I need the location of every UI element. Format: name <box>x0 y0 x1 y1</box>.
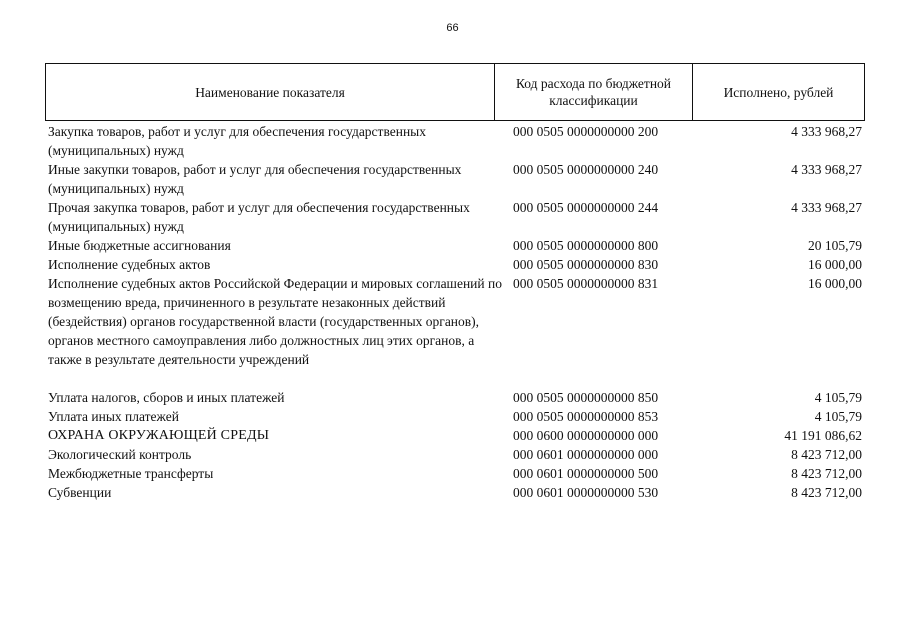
table-row <box>45 255 865 274</box>
row-code: 000 0505 0000000000 800 <box>513 238 659 253</box>
row-name: Прочая закупка товаров, работ и услуг для обеспечения государственных (муниципальных) нужд <box>48 200 470 234</box>
row-value: 4 333 968,27 <box>791 124 862 139</box>
row-value: 4 333 968,27 <box>791 200 862 215</box>
row-value: 41 191 086,62 <box>784 428 862 443</box>
row-code: 000 0505 0000000000 831 <box>513 276 659 291</box>
row-value: 16 000,00 <box>808 276 862 291</box>
table-row <box>45 160 865 198</box>
row-name: Межбюджетные трансферты <box>48 466 214 481</box>
table-row <box>45 464 865 483</box>
table-row <box>45 198 865 236</box>
row-value: 8 423 712,00 <box>791 466 862 481</box>
row-value: 20 105,79 <box>808 238 862 253</box>
table-row <box>45 388 865 407</box>
row-value: 4 105,79 <box>814 390 862 405</box>
row-code: 000 0505 0000000000 850 <box>513 390 659 405</box>
row-code: 000 0600 0000000000 000 <box>513 428 659 443</box>
row-code: 000 0505 0000000000 240 <box>513 162 659 177</box>
row-code: 000 0601 0000000000 000 <box>513 447 659 462</box>
header-indicator-name: Наименование показателя <box>195 84 345 100</box>
row-name: Исполнение судебных актов Российской Федерации и мировых соглашений по возмещению вреда, причиненного в результате незаконных действий (бездействия) органов государственной власти (государственных органов), органов местного самоуправления либо должностных лиц этих органов, а также в результате деятельности учреждений <box>48 276 502 367</box>
row-code: 000 0505 0000000000 830 <box>513 257 659 272</box>
row-value: 8 423 712,00 <box>791 485 862 500</box>
row-value: 4 105,79 <box>814 409 862 424</box>
row-name: ОХРАНА ОКРУЖАЮЩЕЙ СРЕДЫ <box>48 428 270 443</box>
table-row <box>45 407 865 426</box>
table-body <box>45 122 865 502</box>
row-code: 000 0601 0000000000 530 <box>513 485 659 500</box>
row-name: Иные бюджетные ассигнования <box>48 238 231 253</box>
row-name: Уплата налогов, сборов и иных платежей <box>48 390 285 405</box>
table-row <box>45 236 865 255</box>
page-number: 66 <box>446 22 459 34</box>
row-code: 000 0505 0000000000 853 <box>513 409 659 424</box>
row-name: Экологический контроль <box>48 447 192 462</box>
table-row <box>45 426 865 445</box>
row-code: 000 0505 0000000000 200 <box>513 124 659 139</box>
row-code: 000 0601 0000000000 500 <box>513 466 659 481</box>
table-header <box>45 63 865 121</box>
row-name: Иные закупки товаров, работ и услуг для обеспечения государственных (муниципальных) нужд <box>48 162 462 196</box>
row-name: Уплата иных платежей <box>48 409 179 424</box>
table-row <box>45 122 865 160</box>
header-executed-amount: Исполнено, рублей <box>692 64 864 120</box>
row-value: 16 000,00 <box>808 257 862 272</box>
row-code: 000 0505 0000000000 244 <box>513 200 659 215</box>
row-name: Исполнение судебных актов <box>48 257 211 272</box>
table-row <box>45 445 865 464</box>
header-expense-code: Код расхода по бюджетной классификации <box>494 64 692 120</box>
row-name: Закупка товаров, работ и услуг для обеспечения государственных (муниципальных) нужд <box>48 124 427 158</box>
table-row <box>45 274 865 369</box>
row-name: Субвенции <box>48 485 112 500</box>
row-value: 8 423 712,00 <box>791 447 862 462</box>
table-row <box>45 483 865 502</box>
row-value: 4 333 968,27 <box>791 162 862 177</box>
